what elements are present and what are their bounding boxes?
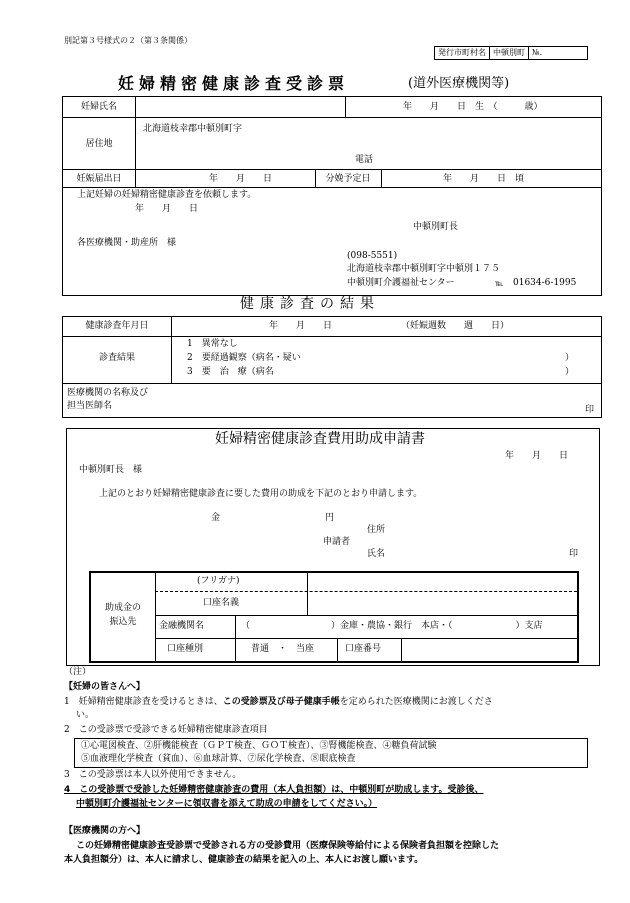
issuer-number: №. <box>529 47 588 60</box>
center-name: 中頓別町介護福祉センター <box>347 278 455 288</box>
account-type-value: 普通 ・ 当座 <box>251 644 315 654</box>
page-title-suffix: (道外医療機関等) <box>408 76 510 91</box>
exam-items-2: ⑤血液理化学検査（貧血）、⑥血球計算、⑦尿化学検査、⑧眼底検査 <box>81 754 356 764</box>
application-form <box>66 428 600 666</box>
phone-label: 電話 <box>355 155 374 165</box>
bank-table <box>89 571 579 663</box>
medical-note-1: この妊婦精密健康診査受診票で受診される方の受診費用（医療保険等給付による保険者負担額を控除した <box>76 841 500 851</box>
facility-label-2: 担当医師名 <box>67 401 113 411</box>
results-table <box>62 316 602 418</box>
due-date: 年 月 日 頃 <box>443 174 525 184</box>
applicant-address-label: 住所 <box>367 525 386 535</box>
due-date-label: 分娩予定日 <box>325 174 371 184</box>
institution-value: （ ）金庫・農協・銀行 本店・（ ）支店 <box>241 621 543 631</box>
result-option-observe: 2 要経過観察（病名・疑い <box>187 353 301 363</box>
issuer-label: 発行市町村名 <box>435 47 490 60</box>
note-3: 3 この受診票は本人以外使用できません。 <box>64 770 242 780</box>
mayor-name: 中頓別町長 <box>413 222 459 232</box>
pregnant-heading: 【妊婦の皆さんへ】 <box>64 682 145 692</box>
application-addressee: 中頓別町長 様 <box>79 465 143 475</box>
notes-label: （注） <box>64 667 92 677</box>
page-title: 妊婦精密健康診査受診票 <box>118 74 350 93</box>
to-medical-institutions: 各医療機関・助産所 様 <box>77 238 177 248</box>
issuer-value: 中頓別町 <box>490 47 529 60</box>
exam-items-1: ①心電図検査、②肝機能検査（ＧＰＴ検査、ＧＯＴ検査）、③腎機能検査、④糖負荷試験 <box>81 741 437 751</box>
postal-code: (098-5551) <box>347 251 398 261</box>
note-1: 1 妊婦精密健康診査を受けるときは、この受診票及び母子健康手帳を定められた医療機関にお渡しくださ <box>64 697 493 707</box>
voucher-block <box>62 96 602 296</box>
address-label: 居住地 <box>85 139 113 149</box>
paren-close-1: ） <box>565 353 575 363</box>
issuer-box <box>434 46 588 60</box>
exam-result-label: 診査結果 <box>98 353 135 363</box>
bank-side-label-2: 振込先 <box>109 617 137 627</box>
furigana-label: (フリガナ) <box>197 576 240 586</box>
pregnancy-report-date: 年 月 日 <box>209 174 273 184</box>
doctor-seal: 印 <box>585 405 595 415</box>
request-date: 年 月 日 <box>135 204 199 214</box>
application-date: 年 月 日 <box>505 451 569 461</box>
form-code: 別記第３号様式の２（第３条関係） <box>64 36 192 45</box>
exam-date-label: 健康診査年月日 <box>85 321 149 331</box>
result-option-normal: 1 異常なし <box>187 339 238 349</box>
amount-label: 金 <box>211 513 221 523</box>
tel-label: ℡ <box>495 279 504 288</box>
note-4a: 4 この受診票で受診した妊婦精密健康診査の費用（本人負担額）は、中頓別町が助成します。受診後、 <box>64 785 484 795</box>
name-value[interactable] <box>63 101 123 114</box>
applicant-label: 申請者 <box>323 537 351 547</box>
birth-date: 年 月 日 生 （ 歳） <box>403 102 543 112</box>
application-statement: 上記のとおり妊婦精密健康診査に要した費用の助成を下記のとおり申請します。 <box>99 489 423 499</box>
facility-label-1: 医療機関の名称及び <box>67 388 149 398</box>
address-value: 北海道枝幸郡中頓別町字 <box>143 124 243 134</box>
applicant-name-label: 氏名 <box>367 549 386 559</box>
yen-label: 円 <box>325 513 335 523</box>
bank-side-label-1: 助成金の <box>104 603 141 613</box>
account-name-label: 口座名義 <box>203 598 240 608</box>
medical-heading: 【医療機関の方へ】 <box>64 826 146 836</box>
pregnancy-weeks: （妊娠週数 週 日） <box>401 321 510 331</box>
exam-date-value: 年 月 日 <box>269 321 333 331</box>
medical-note-2: 本人負担額分）は、本人に請求し、健康診査の結果を記入の上、本人にお渡し願います。 <box>64 855 424 865</box>
applicant-seal: 印 <box>569 549 579 559</box>
results-heading: 健康診査の結果 <box>240 296 380 312</box>
account-number-label: 口座番号 <box>345 644 382 654</box>
exam-items-box <box>74 738 588 768</box>
account-type-label: 口座種別 <box>167 644 204 654</box>
paren-close-2: ） <box>565 367 575 377</box>
request-text: 上記妊婦の妊婦精密健康診査を依頼します。 <box>77 190 257 200</box>
note-1-cont: い。 <box>76 710 95 720</box>
institution-label: 金融機関名 <box>159 621 205 631</box>
pregnancy-report-label: 妊娠届出日 <box>76 174 122 184</box>
name-label: 妊婦氏名 <box>80 102 117 112</box>
note-4b: 中頓別町介護福祉センターに領収書を添えて助成の申請をしてください。） <box>76 799 378 809</box>
application-title: 妊婦精密健康診査費用助成申請書 <box>215 431 425 447</box>
note-2: 2 この受診票で受診できる妊婦精密健康診査項目 <box>64 725 268 735</box>
tel-number: 01634-6-1995 <box>513 278 577 288</box>
center-address: 北海道枝幸郡中頓別町字中頓別１７５ <box>347 264 501 274</box>
result-option-treatment: 3 要 治 療（病名 <box>187 367 274 377</box>
